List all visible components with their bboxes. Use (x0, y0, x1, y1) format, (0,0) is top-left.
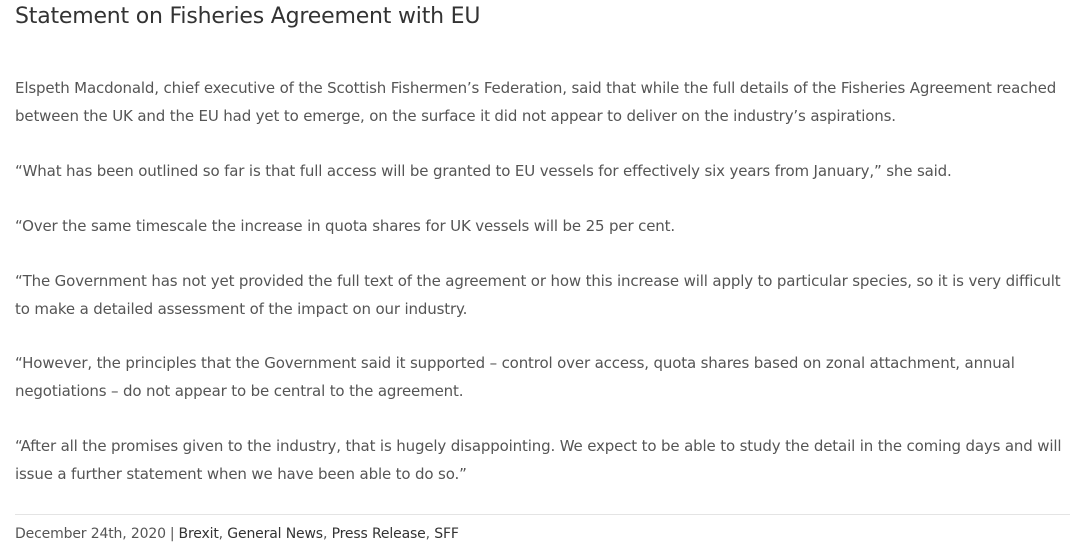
category-separator: , (218, 526, 223, 542)
category-link-press-release[interactable]: Press Release (331, 526, 426, 542)
article-paragraph: “After all the promises given to the industry, that is hugely disappointing. We expect to be able to study the detail in the coming days and will issue a further statement when we have been able to do so.” (15, 437, 1062, 483)
footer-divider (15, 514, 1070, 515)
article-paragraph: “However, the principles that the Government said it supported – control over access, quota shares based on zonal attachment, annual negotiations – do not appear to be central to the agreement. (15, 354, 1015, 400)
article-paragraph: “What has been outlined so far is that full access will be granted to EU vessels for effectively six years from January,” she said. (15, 162, 952, 180)
meta-separator: | (169, 526, 175, 542)
category-separator: , (322, 526, 328, 542)
category-link-general-news[interactable]: General News (227, 526, 323, 542)
category-link-sff[interactable]: SFF (434, 526, 459, 542)
category-separator: , (425, 526, 430, 542)
article-paragraph: Elspeth Macdonald, chief executive of the Scottish Fishermen’s Federation, said that while the full details of the Fisheries Agreement reached between the UK and the EU had yet to emerge, on the surface it did not appear to deliver on the industry’s aspirations. (15, 79, 1057, 125)
post-date: December 24th, 2020 (15, 526, 166, 542)
article-paragraph: “The Government has not yet provided the full text of the agreement or how this increase will apply to particular species, so it is very difficult to make a detailed assessment of the impact on our industry. (15, 272, 1061, 318)
category-link-brexit[interactable]: Brexit (178, 526, 219, 542)
post-meta (15, 522, 459, 546)
article-paragraph: “Over the same timescale the increase in quota shares for UK vessels will be 25 per cent. (15, 217, 675, 235)
article-title: Statement on Fisheries Agreement with EU (15, 4, 481, 29)
